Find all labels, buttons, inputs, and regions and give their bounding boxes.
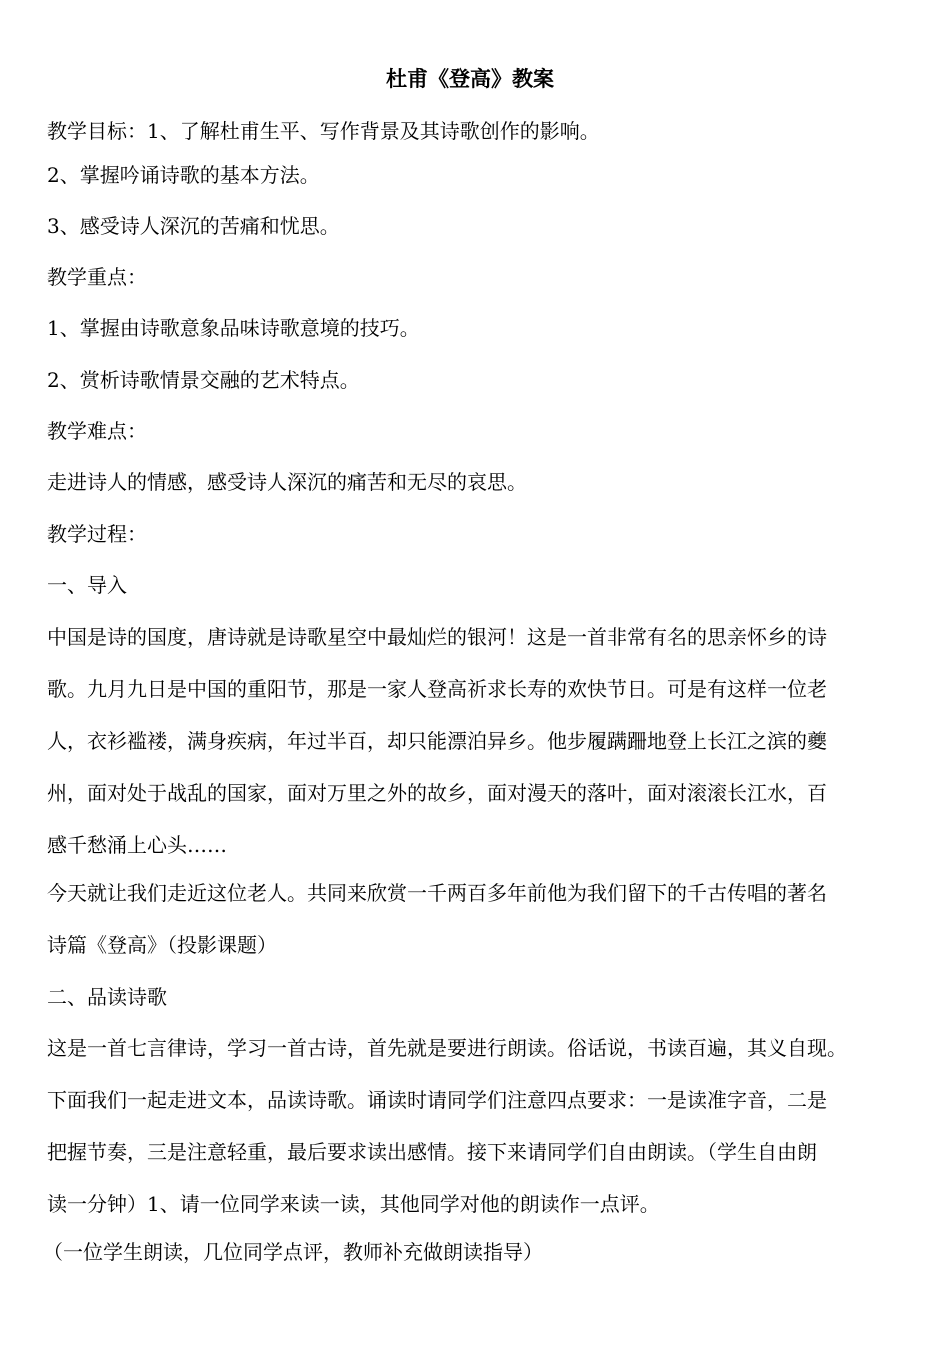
document-title: 杜甫《登高》教案 <box>386 66 554 91</box>
section-1-heading: 一、导入 <box>47 573 127 597</box>
objective-3: 3、感受诗人深沉的苦痛和忧思。 <box>47 214 340 238</box>
key-point-1: 1、掌握由诗歌意象品味诗歌意境的技巧。 <box>47 316 420 340</box>
process-heading: 教学过程： <box>47 522 147 546</box>
difficulty-text: 走进诗人的情感，感受诗人深沉的痛苦和无尽的哀思。 <box>47 470 527 494</box>
reading-paragraph <box>47 1022 917 1230</box>
key-point-2: 2、赏析诗歌情景交融的艺术特点。 <box>47 368 360 392</box>
intro-paragraph <box>47 611 917 871</box>
objectives-heading: 教学目标：1、了解杜甫生平、写作背景及其诗歌创作的影响。 <box>47 119 600 143</box>
intro-line: 州，面对处于战乱的国家，面对万里之外的故乡，面对漫天的落叶，面对滚滚长江水，百 <box>47 781 827 805</box>
key-points-heading: 教学重点： <box>47 265 147 289</box>
intro-2-line: 诗篇《登高》（投影课题） <box>47 933 277 957</box>
intro-2-line: 今天就让我们走近这位老人。共同来欣赏一千两百多年前他为我们留下的千古传唱的著名 <box>47 881 827 905</box>
objective-2: 2、掌握吟诵诗歌的基本方法。 <box>47 163 320 187</box>
reading-line: 读一分钟）1、请一位同学来读一读，其他同学对他的朗读作一点评。 <box>47 1192 660 1216</box>
reading-line: 下面我们一起走进文本，品读诗歌。诵读时请同学们注意四点要求：一是读准字音，二是 <box>47 1088 827 1112</box>
intro-paragraph-2 <box>47 867 917 971</box>
reading-line: 把握节奏，三是注意轻重，最后要求读出感情。接下来请同学们自由朗读。（学生自由朗 <box>47 1140 817 1164</box>
intro-line: 中国是诗的国度，唐诗就是诗歌星空中最灿烂的银河！这是一首非常有名的思亲怀乡的诗 <box>47 625 827 649</box>
reading-line: 这是一首七言律诗，学习一首古诗，首先就是要进行朗读。俗话说，书读百遍，其义自现。 <box>47 1036 847 1060</box>
intro-line: 人，衣衫褴褛，满身疾病，年过半百，却只能漂泊异乡。他步履蹒跚地登上长江之滨的夔 <box>47 729 827 753</box>
section-2-heading: 二、品读诗歌 <box>47 985 167 1009</box>
difficulty-heading: 教学难点： <box>47 419 147 443</box>
reading-note: （一位学生朗读，几位同学点评，教师补充做朗读指导） <box>43 1240 543 1264</box>
intro-line: 感千愁涌上心头…… <box>47 833 227 857</box>
intro-line: 歌。九月九日是中国的重阳节，那是一家人登高祈求长寿的欢快节日。可是有这样一位老 <box>47 677 827 701</box>
